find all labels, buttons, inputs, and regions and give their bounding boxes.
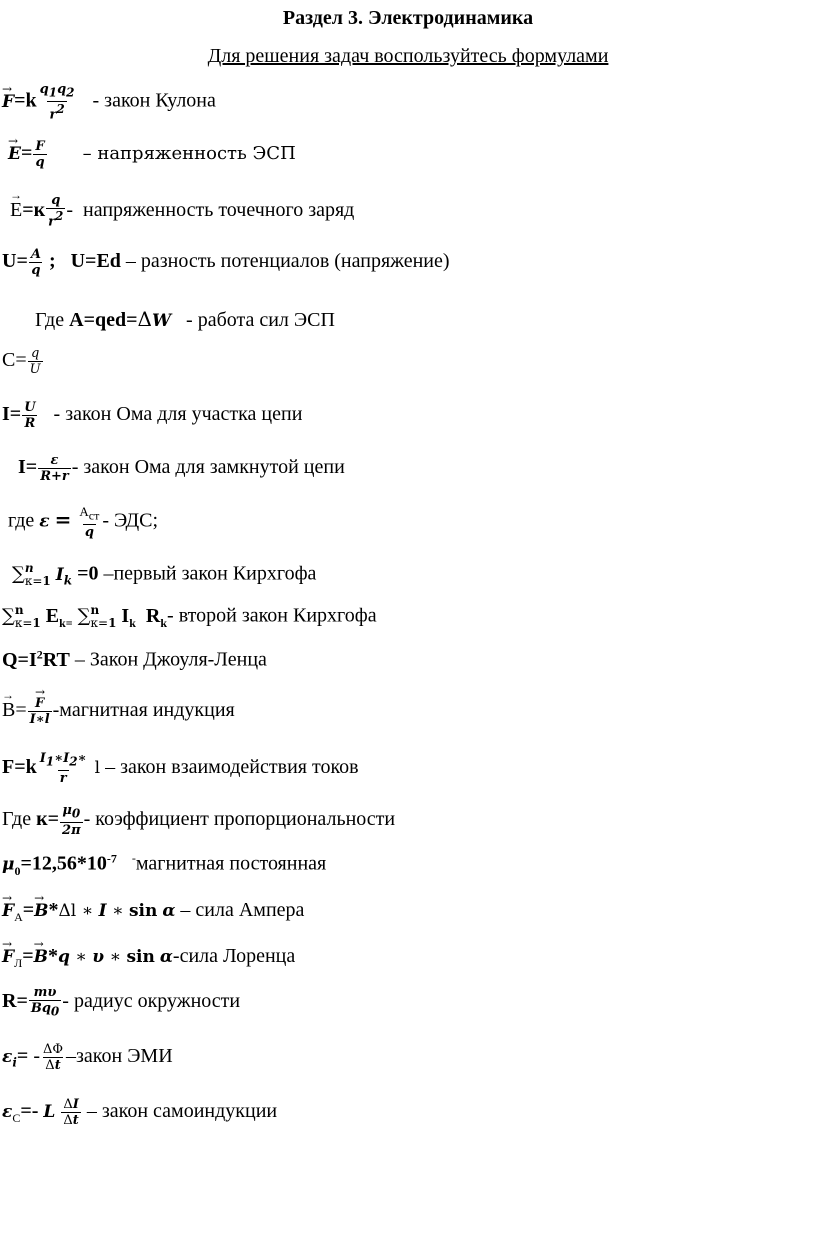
kirchhoff-1-description: –первый закон Кирхгофа	[103, 562, 317, 585]
proportionality-description: - коэффициент пропорциональности	[83, 807, 396, 830]
magnetic-constant-exponent: -7	[106, 851, 117, 865]
current-interaction-description: – закон взаимодействия токов	[105, 755, 359, 778]
formula-current-interaction: F=k $\frac{I_1∗I_2∗}{r}$ l – закон взаимодействия токов	[2, 751, 359, 786]
lorentz-description: -сила Лоренца	[172, 945, 296, 967]
point-charge-description: напряженность точечного заряд	[83, 198, 355, 221]
joule-lenz-description: – Закон Джоуля-Ленца	[74, 648, 267, 671]
fraction-coulomb: $\frac{q_1q_2}{r^2}$	[39, 82, 75, 122]
fraction-current-interaction: $\frac{I_1∗I_2∗}{r}$	[39, 751, 87, 786]
document-subtitle: Для решения задач воспользуйтесь формулами	[207, 45, 609, 67]
fraction-ohm-segment: $\frac{U}{R}$	[24, 400, 36, 431]
formula-work: Где A=qed=ΔW - работа сил ЭСП	[35, 307, 335, 331]
work-description: - работа сил ЭСП	[186, 309, 335, 331]
fraction-capacitance: $\frac{q}{U}$	[29, 346, 41, 377]
kirchhoff-2-description: - второй закон Кирхгофа	[167, 604, 377, 627]
formula-kirchhoff-2: ∑ n к=1 $E_{k=}$ ∑ n к=1 $I_k$ $R_k-$ второй закон Кирхгофа	[2, 603, 377, 630]
work-prefix: Где	[35, 309, 65, 331]
formula-magnetic-induction: → B= → $\frac{F}{I∗l}$ -магнитная индукция	[2, 696, 235, 727]
coulomb-description: - закон Кулона	[92, 89, 216, 112]
fraction-emf: $\frac{А_{ст}}{q}$	[79, 504, 100, 540]
formula-ohm-closed: I= $\frac{\varepsilon}{R+r}$ - закон Ома для замкнутой цепи	[18, 453, 345, 484]
formula-coulomb: → F=k $\frac{q_1q_2}{r^2}$ - закон Кулона	[2, 82, 216, 122]
formula-point-charge: → E=к $\frac{q}{r^2}$ - напряженность точечного заряд	[10, 193, 354, 229]
formula-magnetic-constant: $\mu_0=12,56*10^{-7}$ -магнитная постоянная	[2, 851, 327, 878]
self-induction-description: – закон самоиндукции	[86, 1100, 278, 1123]
emi-description: –закон ЭМИ	[66, 1045, 173, 1068]
formula-ampere: → $F_А=\to B*\Delta l$ ∗ I ∗ sin α – сила Ампера	[2, 900, 304, 923]
fraction-induction: → $\frac{F}{I∗l}$	[28, 696, 52, 727]
formula-field-strength: → E= $\frac{F}{q}$ – напряженность ЭСП	[8, 139, 296, 170]
fraction-emi: $\frac{\Delta\Phi}{\Delta t}$	[42, 1042, 64, 1073]
fraction-ohm-closed: $\frac{\varepsilon}{R+r}$	[40, 453, 69, 484]
formula-capacitance: C= $\frac{q}{U}$	[2, 346, 41, 377]
emf-prefix: где	[8, 509, 35, 532]
voltage-description: – разность потенциалов (напряжение)	[125, 250, 450, 273]
magnetic-constant-value: =12,56*10	[20, 852, 107, 875]
proportionality-prefix: Где	[2, 807, 32, 830]
formula-emi: $\varepsilon_i=$ - $\frac{\Delta\Phi}{\Delta t}$ –закон ЭМИ	[2, 1042, 173, 1073]
fraction-voltage: $\frac{A}{q}$	[30, 247, 41, 278]
formula-proportionality: Где к= $\frac{\mu_0}{2\pi}$ - коэффициент пропорциональности	[2, 803, 396, 838]
fraction-self-induction: $\frac{\Delta I}{\Delta t}$	[63, 1097, 79, 1128]
fraction-radius: $\frac{m\upsilon}{Bq_0}$	[30, 985, 60, 1019]
formula-lorentz: → $F_Л=\to B*q$ ∗ υ ∗ sin α-сила Лоренца	[2, 946, 295, 969]
formula-radius: R= $\frac{m\upsilon}{Bq_0}$ - радиус окружности	[2, 985, 241, 1019]
fraction-field: $\frac{F}{q}$	[35, 139, 45, 170]
fraction-proportionality: $\frac{\mu_0}{2\pi}$	[62, 803, 81, 838]
formula-voltage: U= $\frac{A}{q}$ ; U=Ed – разность потенциалов (напряжение)	[2, 247, 450, 278]
ohm-closed-description: - закон Ома для замкнутой цепи	[71, 456, 345, 479]
ampere-description: – сила Ампера	[180, 899, 305, 921]
formula-kirchhoff-1: ∑ n к=1 $I_k =0$ –первый закон Кирхгофа	[12, 561, 317, 588]
fraction-point-charge: $\frac{q}{r^2}$	[48, 193, 64, 230]
formula-self-induction: $\varepsilon_С=-$ L $\frac{\Delta I}{\Delta t}$ – закон самоиндукции	[2, 1097, 278, 1128]
ohm-segment-description: - закон Ома для участка цепи	[53, 403, 303, 426]
magnetic-induction-description: -магнитная индукция	[52, 699, 235, 722]
document-title: Раздел 3. Электродинамика	[282, 7, 534, 29]
formula-joule-lenz: $Q=I^2RT$ – Закон Джоуля-Ленца	[2, 647, 267, 671]
emf-description: - ЭДС;	[102, 509, 159, 532]
radius-description: - радиус окружности	[62, 989, 241, 1012]
field-strength-description: – напряженность ЭСП	[82, 143, 296, 165]
formula-emf: где ε = $\frac{А_{ст}}{q}$ - ЭДС;	[8, 504, 159, 540]
magnetic-constant-description: магнитная постоянная	[135, 852, 327, 875]
formula-ohm-segment: I= $\frac{U}{R}$ - закон Ома для участка цепи	[2, 400, 303, 431]
